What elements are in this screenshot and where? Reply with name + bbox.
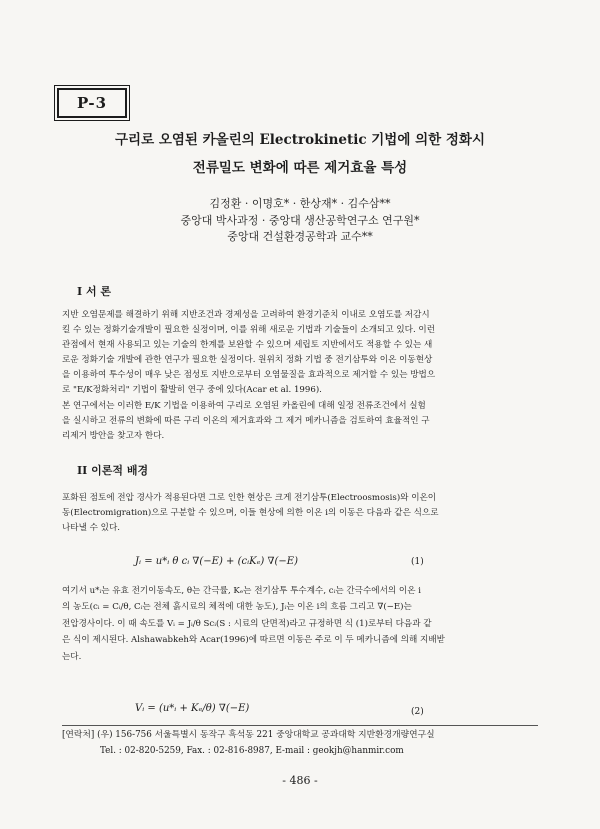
contact-address: [연락처] (우) 156-756 서울특별시 동작구 흑석동 221 중앙대학교 공과대학 지반환경개량연구실 — [62, 730, 435, 740]
footer-divider — [62, 725, 538, 726]
author-names: 김정환 · 이명호* · 한상재* · 김수삼** — [209, 197, 391, 210]
text-line: 나타낼 수 있다. — [62, 523, 121, 534]
session-code-box: P-3 — [57, 88, 127, 118]
text-line: 전압경사이다. 이 때 속도를 Vᵢ = Jᵢ/θ Scᵢ(S : 시료의 단면적)라고 규정하면 식 (1)로부터 다음과 같 — [62, 618, 432, 629]
contact-phone-email: Tel. : 02-820-5259, Fax. : 02-816-8987, E-mail : geokjh@hanmir.com — [100, 746, 404, 756]
text-line: 동(Electromigration)으로 구분할 수 있으며, 이들 현상에 의한 이온 i의 이동은 다음과 같은 식으로 — [62, 508, 439, 519]
equation-2: Vᵢ = (u*ᵢ + Kₑ/θ) ∇(−E) — [135, 703, 250, 714]
text-line: 여기서 u*ᵢ는 유효 전기이동속도, θ는 간극률, Kₑ는 전기삼투 투수계수, cᵢ는 간극수에서의 이온 i — [62, 586, 422, 596]
text-line: 은 식이 제시된다. Alshawabkeh와 Acar(1996)에 따르면 이동은 주로 이 두 메카니즘에 의해 지배받 — [62, 635, 445, 646]
equation-1: Jᵢ = u*ᵢ θ cᵢ ∇(−E) + (cᵢKₑ) ∇(−E) — [135, 556, 298, 567]
text-line: 로운 정화기술 개발에 관한 연구가 필요한 실정이다. 원위치 정화 기법 중 전기삼투와 이온 이동현상 — [62, 355, 433, 366]
section-heading-theory: II 이론적 배경 — [77, 464, 149, 477]
text-line: 의 농도(cᵢ = Cᵢ/θ, Cᵢ는 전체 흙시료의 체적에 대한 농도), Jᵢ는 이온 i의 흐름 그리고 ∇(−E)는 — [62, 602, 412, 613]
author-affiliation-2: 중앙대 건설환경공학과 교수** — [227, 230, 373, 243]
introduction-paragraph-1 — [62, 308, 538, 399]
paper-title-line-2: 전류밀도 변화에 따른 제거효율 특성 — [192, 160, 408, 176]
introduction-paragraph-2 — [62, 399, 538, 444]
text-line: 관점에서 현재 사용되고 있는 기술의 한계를 보완할 수 있으며 세립토 지반에서도 적용할 수 있는 새 — [62, 340, 433, 351]
equation-1-number: (1) — [411, 557, 424, 567]
author-affiliation-1: 중앙대 박사과정 · 중앙대 생산공학연구소 연구원* — [180, 213, 420, 227]
text-line: 포화된 점토에 전압 경사가 적용된다면 그로 인한 현상은 크게 전기삼투(Electroosmosis)와 이온이 — [62, 493, 437, 503]
text-line: 을 실시하고 전류의 변화에 따른 구리 이온의 제거효과와 그 제거 메카니즘을 검토하여 효율적인 구 — [62, 416, 430, 427]
theory-paragraph-2 — [62, 583, 538, 665]
text-line: 리제거 방안을 찾고자 한다. — [62, 431, 165, 442]
author-block — [40, 196, 560, 246]
theory-paragraph-1 — [62, 491, 538, 536]
text-line: 본 연구에서는 이러한 E/K 기법을 이용하여 구리로 오염된 카올린에 대해 일정 전류조건에서 실험 — [62, 401, 426, 411]
paper-title-line-1: 구리로 오염된 카올린의 Electrokinetic 기법에 의한 정화시 — [115, 132, 485, 148]
text-line: 지반 오염문제를 해결하기 위해 지반조건과 경제성을 고려하여 환경기준치 이내로 오염도를 저감시 — [62, 310, 430, 320]
section-heading-introduction: I 서 론 — [77, 285, 112, 298]
equation-2-number: (2) — [411, 707, 424, 717]
text-line: 킬 수 있는 정화기술개발이 필요한 실정이며, 이를 위해 새로운 기법과 기술들이 소개되고 있다. 이런 — [62, 325, 436, 336]
text-line: 는다. — [62, 651, 82, 662]
page-number: - 486 - — [282, 774, 318, 787]
text-line: 로 "E/K정화처리" 기법이 활발히 연구 중에 있다(Acar et al. 1996). — [62, 385, 322, 396]
text-line: 을 이용하여 투수성이 매우 낮은 점성토 지반으로부터 오염물질을 효과적으로 제거할 수 있는 방법으 — [62, 370, 436, 381]
